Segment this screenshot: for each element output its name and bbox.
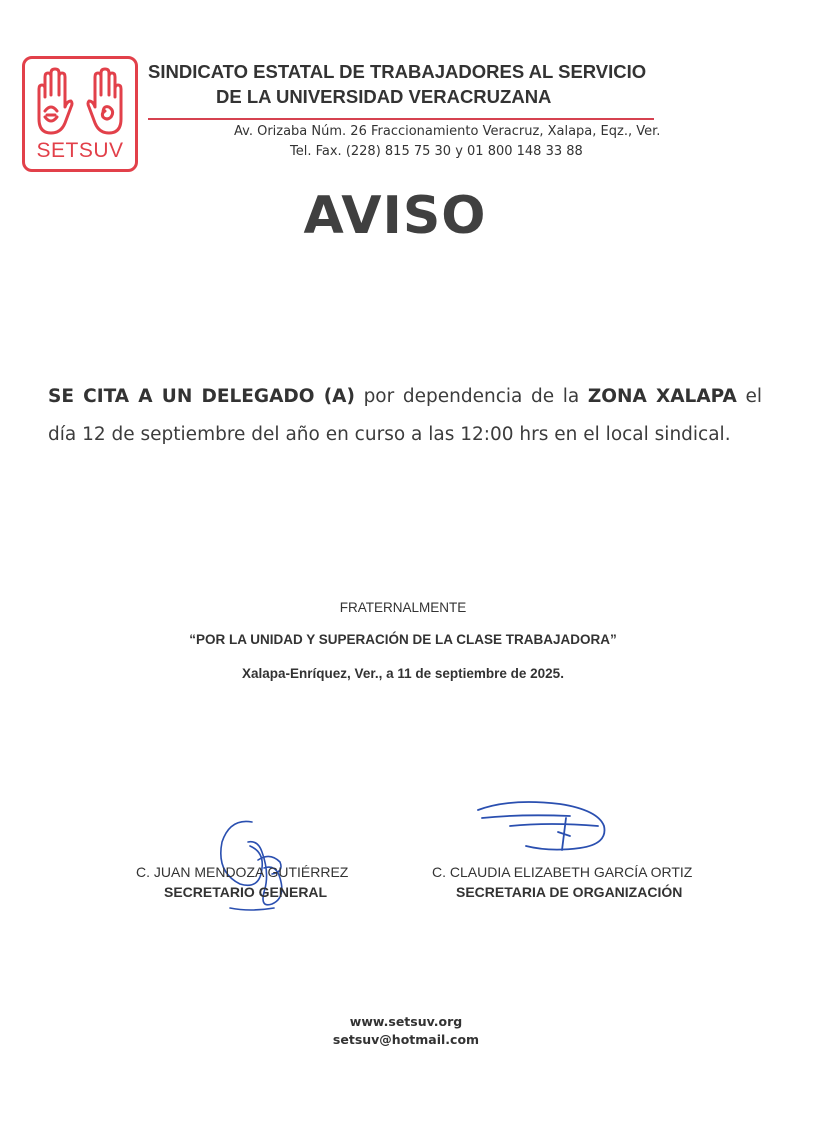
signer-2-name: C. CLAUDIA ELIZABETH GARCÍA ORTIZ [432, 864, 693, 880]
notice-text-1: por dependencia de la [354, 386, 588, 407]
logo-text: SETSUV [36, 139, 124, 162]
closing-motto: “POR LA UNIDAD Y SUPERACIÓN DE LA CLASE TRABAJADORA” [189, 632, 617, 647]
place-date: Xalapa-Enríquez, Ver., a 11 de septiembre de 2025. [242, 666, 564, 681]
page-title: AVISO [303, 186, 487, 246]
org-address: Av. Orizaba Núm. 26 Fraccionamiento Veracruz, Xalapa, Eqz., Ver. [234, 124, 661, 139]
footer-website[interactable]: www.setsuv.org [349, 1014, 463, 1029]
signer-1-title: SECRETARIO GENERAL [164, 884, 328, 900]
header-divider [148, 118, 654, 120]
signer-2-title: SECRETARIA DE ORGANIZACIÓN [456, 884, 683, 900]
org-name-line1: SINDICATO ESTATAL DE TRABAJADORES AL SERVICIO [148, 61, 647, 82]
footer-email[interactable]: setsuv@hotmail.com [332, 1032, 480, 1047]
notice-body [48, 378, 762, 454]
hands-emblem-icon [33, 67, 127, 137]
closing-fraternal: FRATERNALMENTE [339, 600, 467, 615]
setsuv-logo [22, 56, 138, 172]
notice-bold-delegate: SE CITA A UN DELEGADO (A) [48, 386, 355, 407]
org-name-line2: DE LA UNIVERSIDAD VERACRUZANA [216, 86, 552, 107]
notice-text-2: el día 12 de septiembre del año en curso a las 12:00 hrs en el local sindical. [48, 386, 762, 445]
signature-claudia-garcia [470, 796, 620, 860]
signer-1-name: C. JUAN MENDOZA GUTIÉRREZ [136, 864, 349, 880]
notice-bold-zone: ZONA XALAPA [587, 386, 737, 407]
org-phone: Tel. Fax. (228) 815 75 30 y 01 800 148 33 88 [290, 144, 583, 159]
